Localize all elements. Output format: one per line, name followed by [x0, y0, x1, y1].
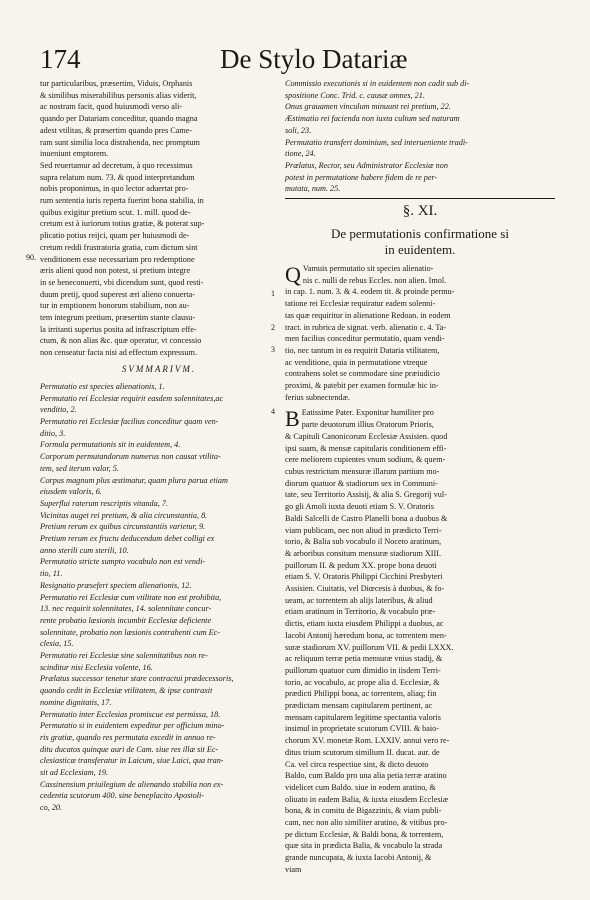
text-line: in cap. 1. num. 3. & 4. eodem tit. & proinde permu-: [285, 287, 455, 297]
text-line: tur particularibus, præsertim, Viduis, Orphanis: [40, 79, 193, 88]
section-number: §. XI.: [402, 203, 438, 220]
text-line: Pretium rerum ex fructu deducendum debet colligi ex: [40, 534, 215, 544]
text-line: Pretium rerum ex quibus circunstantiis varietur, 9.: [40, 522, 206, 532]
text-line: Iacobi Antonij hæredum bona, ac torrentem men-: [285, 630, 447, 640]
right-column: [271, 78, 555, 876]
margin-number: 2: [271, 323, 275, 333]
text-line: duum pretij, quod superest æri alieno conuerta-: [40, 289, 195, 299]
text-line: ac nostram facit, quod huiusmodi verso ali-: [40, 102, 183, 112]
text-line: contrahens solet se commodare sine præiudicio: [285, 369, 440, 379]
text-line: nobis proponimus, in quo lector aduertat pro-: [40, 184, 189, 194]
text-line: adest vtilitas, & præsertim quando pres Came-: [40, 125, 193, 135]
text-line: Onus grauamen vinculum minuunt rei pretium, 22.: [285, 102, 451, 112]
text-line: Eatissime Pater. Exponitur humiliter pro: [301, 408, 434, 418]
text-line: ferius subnectendæ.: [285, 392, 351, 402]
text-line: pe dictum Ecclesiæ, & Baldi bona, & torrentem,: [285, 829, 444, 839]
text-line: Permutatio rei Ecclesiæ cum vtilitate non est prohibita,: [40, 592, 222, 602]
text-line: inueniunt emptorem.: [40, 149, 109, 159]
text-line: ipsi suam, & mensæ capitularis conditionem effi-: [285, 443, 447, 453]
text-line: ris gratiæ, quando res permutata excedit in annuo re-: [40, 732, 216, 742]
text-line: diorum quatuor & stadiorum sex in Communi-: [285, 478, 438, 488]
left-margin-note: 90.: [26, 253, 36, 262]
drop-cap: B: [285, 406, 300, 432]
text-line: parte deuotorum illius Oratorum Prioris,: [301, 420, 434, 430]
text-line: ac venditione, quia in permutatione vtreque: [285, 357, 428, 367]
text-line: etiam aratinum in Territorio, & vocabulo præ-: [285, 607, 436, 617]
text-line: Sed reuertamur ad decretum, à quo recessimus: [40, 160, 193, 170]
text-line: Commissio executionis si in euidentem non cadit sub di-: [285, 79, 470, 88]
page-number: 174: [40, 44, 81, 74]
text-line: supra relatum num. 73. & quod interpretandum: [40, 172, 195, 182]
divider: [285, 198, 555, 199]
page-header: [40, 44, 580, 78]
text-line: sit ad Ecclesiam, 19.: [40, 768, 108, 778]
text-line: Corpus magnum plus æstimatur, quam plura parua etiam: [40, 475, 228, 485]
text-line: rum sententia iuris reperta fuerint bona stabilia, in: [40, 196, 204, 206]
text-line: tract. in rubrica de signat. verb. alienatio c. 4. Ta-: [285, 322, 447, 332]
text-line: Resignatio præsefert speciem alienationis, 12.: [40, 580, 192, 590]
text-line: quæ sita in prædicta Balia, & vocabulo la strada: [285, 841, 443, 851]
text-line: tas quæ requiritur in alienatione Redoan. in eodem: [285, 310, 451, 320]
text-line: tione, 24.: [285, 149, 316, 159]
text-line: Corporum permutandorum numerus non causat vtilita-: [40, 452, 221, 462]
text-line: nomine dignitatis, 17.: [40, 697, 112, 707]
section-title: De permutationis confirmatione si: [331, 226, 509, 242]
text-line: tio, nec tantum in ea requirit Dataria vtilitatem,: [285, 345, 440, 355]
drop-cap: Q: [285, 262, 301, 288]
running-title: De Stylo Datariæ: [220, 44, 408, 74]
text-line: & arboribus consitum mensuræ stadiorum XIII.: [285, 548, 441, 558]
text-line: eiusdem valoris, 6.: [40, 487, 102, 497]
text-line: nis c. nulli de rebus Eccles. non alien. Imol.: [302, 275, 447, 285]
text-line: ditus trium scutorum similium II. ducat. aur. de: [285, 747, 440, 757]
text-line: Permutatio rei Ecclesiæ sine solennitatibus non re-: [40, 651, 208, 661]
text-line: spositione Conc. Trid. c. causæ omnes, 21.: [285, 90, 425, 100]
text-line: Permutatio rei Ecclesiæ requirit easdem solennitates,ac: [40, 393, 224, 403]
margin-number: 4: [271, 407, 275, 417]
text-line: 13. nec requirit solennitates, 14. solennitate concur-: [40, 604, 212, 614]
text-line: solennitate, probatio non læsionis contrahenti cum Ec-: [40, 627, 221, 637]
text-line: Baldi Salcelli de Castro Planelli bona a duobus &: [285, 513, 448, 523]
text-line: go gli Amoli iuxta deuoti etiam S. V. Oratoris: [285, 502, 434, 512]
text-line: cubus restrictum mensuræ illarum partium mo-: [285, 466, 440, 476]
text-line: clesia, 15.: [40, 639, 74, 649]
text-line: suræ stadiorum XV. puillorum VII. & pedii LXXX.: [285, 642, 454, 652]
text-line: tem, sed iterum valor, 5.: [40, 463, 119, 473]
text-line: quando per Datariam conceditur, quando magna: [40, 114, 198, 124]
text-line: dictis, etiam iuxta eiusdem Philippi a duobus, ac: [285, 619, 444, 629]
text-line: soli, 23.: [285, 125, 312, 135]
text-line: Cassinensium priuilegium de alienando stabilia non ex-: [40, 779, 224, 789]
text-line: Permutatio rei Ecclesiæ facilius conceditur quam ven-: [40, 416, 219, 426]
text-line: Permutatio inter Ecclesias promiscue est permissa, 18.: [40, 709, 221, 719]
text-line: non censeatur facta nisi ad effectum expressum.: [40, 348, 197, 358]
text-line: chorum XV. monetæ Rom. LXXIV. annui vero re-: [285, 736, 450, 746]
summary-list-continued: [285, 78, 555, 195]
text-line: Permutatio transfert dominium, sed interueniente tradi-: [285, 137, 468, 147]
text-line: puillorum II. & pedum XX. prope bona deuoti: [285, 560, 437, 570]
summary-title: SVMMARIVM.: [121, 363, 197, 374]
paragraph-2: [271, 406, 555, 875]
text-line: quibus exigitur pretium scut. 1. mill. quod de-: [40, 207, 191, 217]
text-line: torio, & Balia sub vocabulo il Noceto aratinum,: [285, 537, 442, 547]
text-line: prædictam mensam capitularem pertinent, ac: [285, 701, 433, 711]
text-line: Superflui raterum rescriptis vitanda, 7.: [40, 498, 168, 508]
text-line: tem integrum pretium, præsertim stante clausu-: [40, 313, 196, 323]
text-line: cretum reddi frustratoria gratia, cum dictum sint: [40, 242, 198, 252]
text-line: Permutatio est species alienationis, 1.: [40, 381, 165, 391]
text-line: cere meliorem cupientes vnum sodium, & quem-: [285, 455, 446, 465]
text-line: tio, 11.: [40, 569, 63, 579]
text-line: bona, & in comitu de Bigazzinis, & viam publi-: [285, 806, 442, 816]
text-line: viam: [285, 864, 302, 874]
text-line: mutata, num. 25.: [285, 184, 341, 194]
text-line: Ca. vel circa respectiue sint, & dicto deuoto: [285, 759, 429, 769]
text-line: ditio, 3.: [40, 428, 66, 438]
text-line: Baldo, cum Baldo pro una alia petia terræ aratino: [285, 771, 447, 781]
paragraph-1: [271, 262, 555, 403]
text-line: Vamuis permutatio sit species alienatio-: [302, 264, 434, 274]
text-line: & similibus miserabilibus personis alias viderit,: [40, 90, 197, 100]
text-line: cretum est à iuriorum totius gratiæ, & poterat sup-: [40, 219, 205, 229]
text-line: puillorum quatuor cum dimidio in iisdem Terri-: [285, 665, 441, 675]
text-line: la irritanti supertus posita ad infrascriptum effe-: [40, 324, 197, 334]
text-line: men facilius conceditur permutatio, quam vendi-: [285, 334, 445, 344]
text-line: cam, nec non alio similiter aratino, & vitibus pro-: [285, 818, 448, 828]
text-line: cedentia scutorum 400. sine beneplacito Apostoli-: [40, 791, 205, 801]
text-line: proximi, & patebit per examen formulæ hic in-: [285, 381, 439, 391]
margin-number: 1: [271, 289, 275, 299]
left-column: [26, 78, 278, 814]
text-line: rente probatio læsionis incumbit Ecclesiæ deficiente: [40, 615, 212, 625]
text-line: torio, ac vocabulo, ac prope alia d. Ecclesiæ, &: [285, 677, 440, 687]
margin-number: 3: [271, 345, 275, 355]
text-line: ditu ducatos quinque auri de Cam. siue res illæ sit Ec-: [40, 744, 219, 754]
text-line: Formula permutationis sit in euidentem, 4.: [40, 440, 181, 450]
text-line: ac reliquum terræ petia mensuræ vnius stadij, &: [285, 654, 443, 664]
text-line: Permutatio stricte sumpto vocabulo non est vendi-: [40, 557, 206, 567]
text-line: tatione rei Ecclesiæ requiratur eadem solenni-: [285, 299, 436, 309]
text-line: quando cedit in Ecclesiæ vtilitatem, & ipse contraxit: [40, 686, 213, 696]
text-line: prædicti Philippi bona, ac torrentem, aliaq; fin: [285, 689, 437, 699]
text-line: plicatio potius reijci, quam per huiusmodi de-: [40, 231, 190, 241]
text-line: grande nuncupata, & iuxta Iacobi Antonij, &: [285, 853, 432, 863]
text-line: æris alieni quod non potest, si pretium integre: [40, 266, 191, 276]
text-line: etiam S. V. Oratoris Philippi Cicchini Presbyteri: [285, 572, 443, 582]
text-line: tur in emptionem bonorum stabilium, non au-: [40, 301, 190, 311]
summary-list: [40, 381, 278, 814]
text-line: scinditur nisi Ecclesia volente, 16.: [40, 662, 153, 672]
text-line: potest in permutatione habere fidem de re per-: [285, 172, 438, 182]
text-line: viam publicam, nec non aliud in prædicto Terri-: [285, 525, 442, 535]
text-line: Prælatus successor tenetur stare contractui prædecessoris,: [40, 674, 234, 684]
text-line: in se beneconuerti, vbi dicendum sunt, quod resti-: [40, 277, 204, 287]
text-line: clesiasticæ transferatur in Laicum, siue Laici, qua tran-: [40, 756, 224, 766]
text-line: oliuato in eadem Balia, & iuxta eiusdem Ecclesiæ: [285, 794, 449, 804]
section-subtitle: in euidentem.: [384, 242, 456, 258]
text-line: co, 20.: [40, 803, 63, 813]
text-line: & Capituli Canonicorum Ecclesiæ Assisien. quod: [285, 431, 448, 441]
text-line: tate, seu Territorio Assisij, & alia S. Gregorij vul-: [285, 490, 447, 500]
text-line: ram sunt similia loca distrahenda, nec promptum: [40, 137, 200, 147]
text-line: Permutatio si in euidentem expeditur per officium mino-: [40, 721, 225, 731]
text-line: Vicinitas auget rei pretium, & alia circunstantia, 8.: [40, 510, 208, 520]
text-line: anno sterili cum sterili, 10.: [40, 545, 129, 555]
text-line: Assisien. Ciuitatis, vel Diœcesis à duobus, & fo-: [285, 584, 445, 594]
text-line: Æstimatio rei facienda non iuxta cultum sed naturam: [285, 114, 460, 124]
text-line: mensam capitularem legitime spectantia valoris: [285, 712, 441, 722]
text-line: ctum, & non alias &c. quæ operatur, vt concessio: [40, 336, 202, 346]
text-line: venditio, 2.: [40, 405, 77, 415]
text-line: videlicet cum Baldo. siue in eodem aratino, &: [285, 782, 436, 792]
text-line: insimul in proprietate scutorum CVIII. & baio-: [285, 724, 439, 734]
text-line: ueam, ac torrentem ab alijs lateribus, & aliud: [285, 595, 433, 605]
left-body-text: [26, 78, 278, 359]
text-line: venditionem esse necessariam pro redemptione: [40, 254, 195, 264]
text-line: Prælatus, Rector, seu Administrator Ecclesiæ non: [285, 160, 448, 170]
